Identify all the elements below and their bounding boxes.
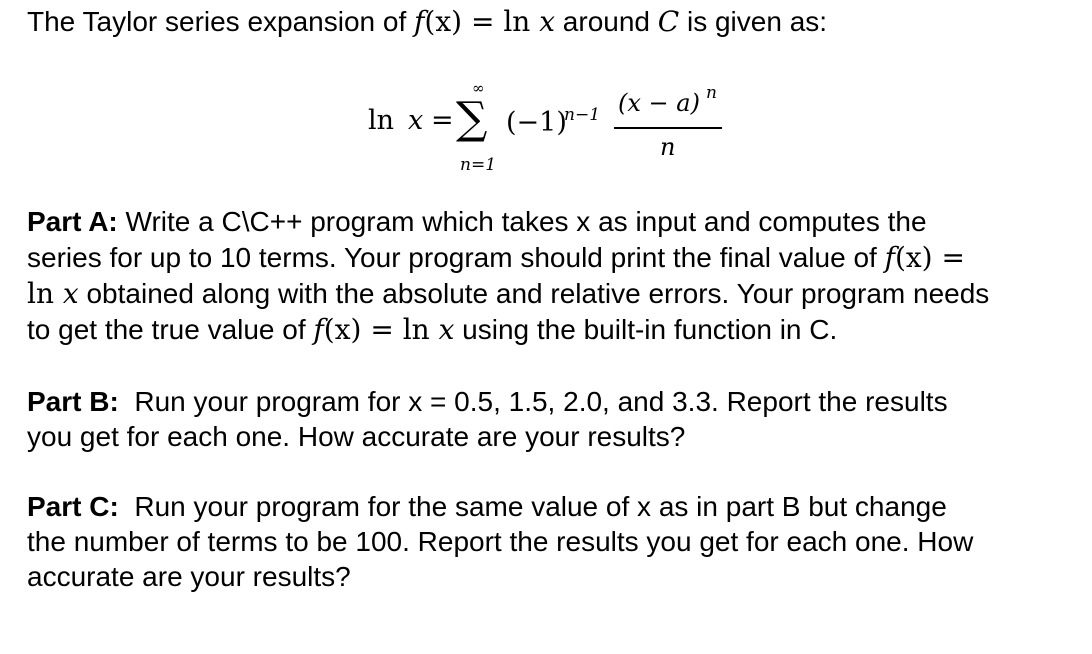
part-b-label: Part B (27, 386, 110, 417)
intro-fx: (x) (424, 5, 463, 38)
part-b-text2: you get for each one. How accurate are your results? (27, 421, 686, 452)
intro-prefix: The Taylor series expansion of (27, 6, 415, 37)
part-c-line2 (27, 524, 973, 560)
intro-equals: = (462, 5, 504, 38)
intro-given: is given as: (679, 6, 828, 37)
part-a-x: x (54, 277, 79, 310)
intro-c: C (657, 5, 680, 38)
part-a-line3 (27, 276, 989, 312)
intro-ln: ln (503, 5, 531, 38)
intro-f: f (414, 5, 425, 38)
part-a-fx2: (x) (323, 313, 362, 346)
part-c-text3: accurate are your results? (27, 561, 351, 592)
part-c-line1 (27, 489, 947, 525)
formula-numerator-exponent: n (706, 83, 717, 103)
part-b-line1 (27, 384, 948, 420)
part-a-text4: to get the true value of (27, 314, 314, 345)
formula-sum-lower: n=1 (460, 155, 497, 175)
part-c-colon: : (109, 491, 119, 522)
part-b-text1: Run your program for x = 0.5, 1.5, 2.0, and 3.3. Report the results (118, 386, 948, 417)
intro-line (27, 4, 827, 40)
part-a-text5: using the built-in function in C. (454, 314, 838, 345)
fraction-bar (614, 127, 722, 129)
part-a-label: Part A: (27, 206, 118, 237)
formula-denominator: n (660, 133, 676, 161)
formula-term-exponent: n−1 (564, 105, 601, 125)
part-c-text2: the number of terms to be 100. Report the results you get for each one. How (27, 526, 974, 557)
part-a-f2: f (313, 313, 324, 346)
part-c-line3 (27, 559, 351, 595)
part-c-text1: Run your program for the same value of x as in part B but change (118, 491, 947, 522)
part-a-equals: = (932, 241, 965, 274)
part-a-text2: series for up to 10 terms. Your program should print the final value of (27, 242, 885, 273)
part-b-colon: : (109, 386, 119, 417)
formula-lhs-x: x (408, 105, 424, 136)
formula-numerator: (x − a) (618, 89, 700, 117)
part-a-ln: ln (27, 277, 54, 310)
part-b-line2 (27, 419, 685, 455)
formula-equals: = (431, 105, 454, 136)
part-a-line4 (27, 312, 837, 348)
formula-lhs-ln: ln (368, 105, 395, 136)
formula-sum-upper: ∞ (472, 79, 485, 97)
part-a-fx: (x) (894, 241, 933, 274)
part-a-text1: Write a C\C++ program which takes x as input and computes the (117, 206, 927, 237)
intro-x: x (530, 5, 556, 38)
formula-term: (−1) (506, 107, 567, 138)
part-a-x2: x (429, 313, 455, 346)
part-a-line1 (27, 204, 927, 240)
taylor-formula (360, 75, 780, 185)
part-a-ln2: ln (402, 313, 430, 346)
part-a-line2 (27, 240, 965, 276)
part-c-label: Part C (27, 491, 110, 522)
intro-around: around (555, 6, 658, 37)
formula-sigma: ∑ (456, 93, 488, 144)
part-a-text3: obtained along with the absolute and relative errors. Your program needs (78, 278, 990, 309)
part-a-equals2: = (361, 313, 403, 346)
part-a-f: f (884, 241, 895, 274)
